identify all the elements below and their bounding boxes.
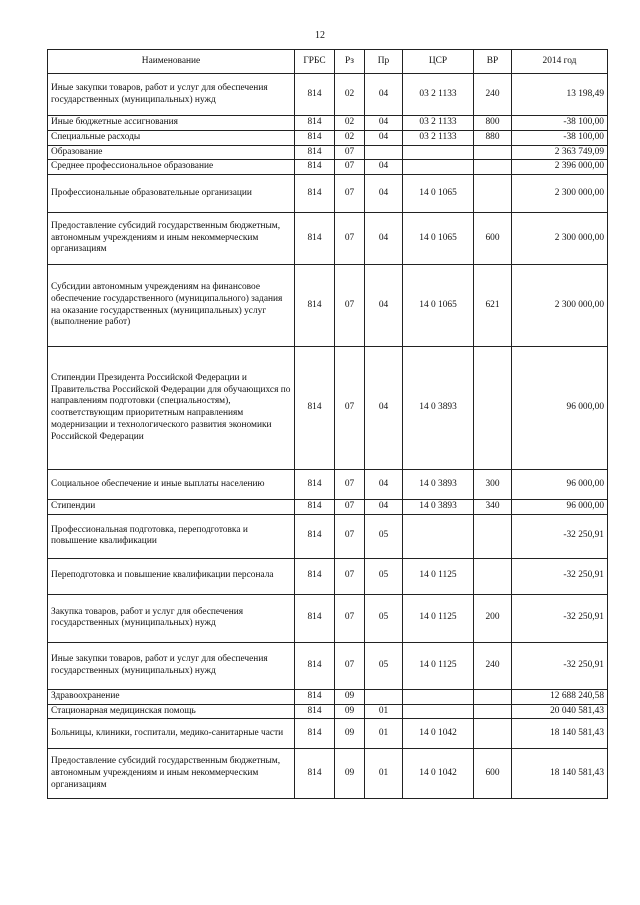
row-vr <box>474 160 512 175</box>
table-row <box>48 594 608 642</box>
table-row <box>48 689 608 704</box>
table-row <box>48 749 608 799</box>
row-amount: 18 140 581,43 <box>512 749 608 799</box>
row-rz: 09 <box>335 689 365 704</box>
row-name: Иные бюджетные ассигнования <box>48 116 295 131</box>
row-grbs: 814 <box>295 265 335 347</box>
row-amount: 13 198,49 <box>512 74 608 116</box>
row-pr: 05 <box>365 594 403 642</box>
header-rz: Рз <box>335 50 365 74</box>
table-row <box>48 470 608 500</box>
row-rz: 07 <box>335 470 365 500</box>
row-name: Стипендии <box>48 500 295 515</box>
row-rz: 07 <box>335 213 365 265</box>
row-csr: 14 0 1042 <box>403 719 474 749</box>
table-row <box>48 145 608 160</box>
header-pr: Пр <box>365 50 403 74</box>
row-csr <box>403 704 474 719</box>
row-vr: 240 <box>474 642 512 689</box>
row-grbs: 814 <box>295 213 335 265</box>
row-rz: 07 <box>335 514 365 558</box>
row-vr: 600 <box>474 213 512 265</box>
row-name: Профессиональная подготовка, переподготовка и повышение квалификации <box>48 514 295 558</box>
row-pr: 04 <box>365 470 403 500</box>
row-csr <box>403 514 474 558</box>
row-rz: 09 <box>335 704 365 719</box>
table-row <box>48 719 608 749</box>
row-rz: 07 <box>335 175 365 213</box>
row-csr: 03 2 1133 <box>403 130 474 145</box>
row-vr: 621 <box>474 265 512 347</box>
row-amount: -32 250,91 <box>512 642 608 689</box>
row-vr: 240 <box>474 74 512 116</box>
row-name: Стационарная медицинская помощь <box>48 704 295 719</box>
row-name: Субсидии автономным учреждениям на финансовое обеспечение государственного (муниципального) задания на оказание государственных (муниципальных) услуг (выполнение работ) <box>48 265 295 347</box>
row-grbs: 814 <box>295 145 335 160</box>
row-csr: 03 2 1133 <box>403 74 474 116</box>
row-csr: 03 2 1133 <box>403 116 474 131</box>
row-grbs: 814 <box>295 347 335 470</box>
row-pr: 05 <box>365 558 403 594</box>
row-pr: 04 <box>365 160 403 175</box>
row-vr <box>474 347 512 470</box>
row-name: Предоставление субсидий государственным бюджетным, автономным учреждениям и иным некоммерческим организациям <box>48 213 295 265</box>
row-pr: 05 <box>365 514 403 558</box>
row-vr: 340 <box>474 500 512 515</box>
table-row <box>48 175 608 213</box>
row-csr <box>403 145 474 160</box>
row-vr: 200 <box>474 594 512 642</box>
row-pr: 04 <box>365 500 403 515</box>
row-amount: 2 300 000,00 <box>512 213 608 265</box>
row-csr: 14 0 1125 <box>403 558 474 594</box>
row-pr: 05 <box>365 642 403 689</box>
row-rz: 07 <box>335 265 365 347</box>
table-row <box>48 160 608 175</box>
row-name: Профессиональные образовательные организации <box>48 175 295 213</box>
row-amount: -32 250,91 <box>512 594 608 642</box>
row-grbs: 814 <box>295 130 335 145</box>
table-row <box>48 514 608 558</box>
table-row <box>48 130 608 145</box>
row-rz: 07 <box>335 558 365 594</box>
row-amount: 2 396 000,00 <box>512 160 608 175</box>
row-csr <box>403 160 474 175</box>
row-grbs: 814 <box>295 689 335 704</box>
row-grbs: 814 <box>295 704 335 719</box>
row-grbs: 814 <box>295 514 335 558</box>
row-pr: 04 <box>365 213 403 265</box>
row-pr <box>365 689 403 704</box>
row-csr: 14 0 3893 <box>403 347 474 470</box>
budget-table <box>47 49 608 799</box>
row-pr: 01 <box>365 749 403 799</box>
row-amount: -38 100,00 <box>512 116 608 131</box>
row-rz: 07 <box>335 160 365 175</box>
row-csr: 14 0 1125 <box>403 642 474 689</box>
row-name: Специальные расходы <box>48 130 295 145</box>
row-name: Образование <box>48 145 295 160</box>
row-amount: 2 363 749,09 <box>512 145 608 160</box>
table-row <box>48 74 608 116</box>
row-grbs: 814 <box>295 175 335 213</box>
row-rz: 02 <box>335 74 365 116</box>
table-row <box>48 265 608 347</box>
row-pr: 04 <box>365 265 403 347</box>
row-amount: -38 100,00 <box>512 130 608 145</box>
row-vr <box>474 689 512 704</box>
row-vr <box>474 558 512 594</box>
row-amount: 12 688 240,58 <box>512 689 608 704</box>
table-header-row <box>48 50 608 74</box>
table-row <box>48 213 608 265</box>
row-csr <box>403 689 474 704</box>
row-csr: 14 0 1125 <box>403 594 474 642</box>
row-rz: 02 <box>335 116 365 131</box>
row-grbs: 814 <box>295 160 335 175</box>
row-rz: 09 <box>335 719 365 749</box>
row-rz: 07 <box>335 594 365 642</box>
header-vr: ВР <box>474 50 512 74</box>
row-name: Стипендии Президента Российской Федерации и Правительства Российской Федерации для обучающихся по направлениям подготовки (специальностям), соответствующим приоритетным направлениям модернизации и технологического развития экономики Российской Федерации <box>48 347 295 470</box>
row-csr: 14 0 3893 <box>403 500 474 515</box>
page-number: 12 <box>315 30 325 41</box>
row-amount: 96 000,00 <box>512 470 608 500</box>
row-name: Предоставление субсидий государственным бюджетным, автономным учреждениям и иным некоммерческим организациям <box>48 749 295 799</box>
table-row <box>48 558 608 594</box>
row-name: Среднее профессиональное образование <box>48 160 295 175</box>
row-pr: 01 <box>365 719 403 749</box>
row-csr: 14 0 1065 <box>403 213 474 265</box>
row-amount: 2 300 000,00 <box>512 265 608 347</box>
row-name: Иные закупки товаров, работ и услуг для обеспечения государственных (муниципальных) нужд <box>48 74 295 116</box>
row-pr: 04 <box>365 347 403 470</box>
row-amount: -32 250,91 <box>512 514 608 558</box>
row-grbs: 814 <box>295 470 335 500</box>
row-pr <box>365 145 403 160</box>
row-name: Больницы, клиники, госпитали, медико-санитарные части <box>48 719 295 749</box>
row-vr: 880 <box>474 130 512 145</box>
row-csr: 14 0 1065 <box>403 175 474 213</box>
table-row <box>48 116 608 131</box>
row-grbs: 814 <box>295 719 335 749</box>
row-amount: 96 000,00 <box>512 347 608 470</box>
row-csr: 14 0 1042 <box>403 749 474 799</box>
row-grbs: 814 <box>295 749 335 799</box>
header-csr: ЦСР <box>403 50 474 74</box>
header-grbs: ГРБС <box>295 50 335 74</box>
row-grbs: 814 <box>295 116 335 131</box>
row-amount: 96 000,00 <box>512 500 608 515</box>
row-vr: 600 <box>474 749 512 799</box>
row-pr: 04 <box>365 130 403 145</box>
row-pr: 04 <box>365 74 403 116</box>
row-rz: 07 <box>335 642 365 689</box>
row-rz: 07 <box>335 347 365 470</box>
row-name: Закупка товаров, работ и услуг для обеспечения государственных (муниципальных) нужд <box>48 594 295 642</box>
row-amount: 20 040 581,43 <box>512 704 608 719</box>
row-name: Переподготовка и повышение квалификации персонала <box>48 558 295 594</box>
row-vr <box>474 175 512 213</box>
row-vr <box>474 514 512 558</box>
header-name: Наименование <box>48 50 295 74</box>
row-name: Иные закупки товаров, работ и услуг для обеспечения государственных (муниципальных) нужд <box>48 642 295 689</box>
row-amount: 2 300 000,00 <box>512 175 608 213</box>
row-vr <box>474 145 512 160</box>
table-row <box>48 347 608 470</box>
row-pr: 04 <box>365 116 403 131</box>
row-grbs: 814 <box>295 74 335 116</box>
row-grbs: 814 <box>295 642 335 689</box>
row-vr: 800 <box>474 116 512 131</box>
row-vr: 300 <box>474 470 512 500</box>
header-year: 2014 год <box>512 50 608 74</box>
row-grbs: 814 <box>295 594 335 642</box>
row-grbs: 814 <box>295 500 335 515</box>
row-rz: 07 <box>335 500 365 515</box>
row-vr <box>474 704 512 719</box>
row-rz: 09 <box>335 749 365 799</box>
row-csr: 14 0 3893 <box>403 470 474 500</box>
row-rz: 07 <box>335 145 365 160</box>
table-row <box>48 500 608 515</box>
row-amount: 18 140 581,43 <box>512 719 608 749</box>
row-pr: 04 <box>365 175 403 213</box>
table-row <box>48 704 608 719</box>
row-name: Социальное обеспечение и иные выплаты населению <box>48 470 295 500</box>
row-name: Здравоохранение <box>48 689 295 704</box>
row-amount: -32 250,91 <box>512 558 608 594</box>
row-pr: 01 <box>365 704 403 719</box>
row-grbs: 814 <box>295 558 335 594</box>
row-vr <box>474 719 512 749</box>
row-rz: 02 <box>335 130 365 145</box>
row-csr: 14 0 1065 <box>403 265 474 347</box>
table-row <box>48 642 608 689</box>
